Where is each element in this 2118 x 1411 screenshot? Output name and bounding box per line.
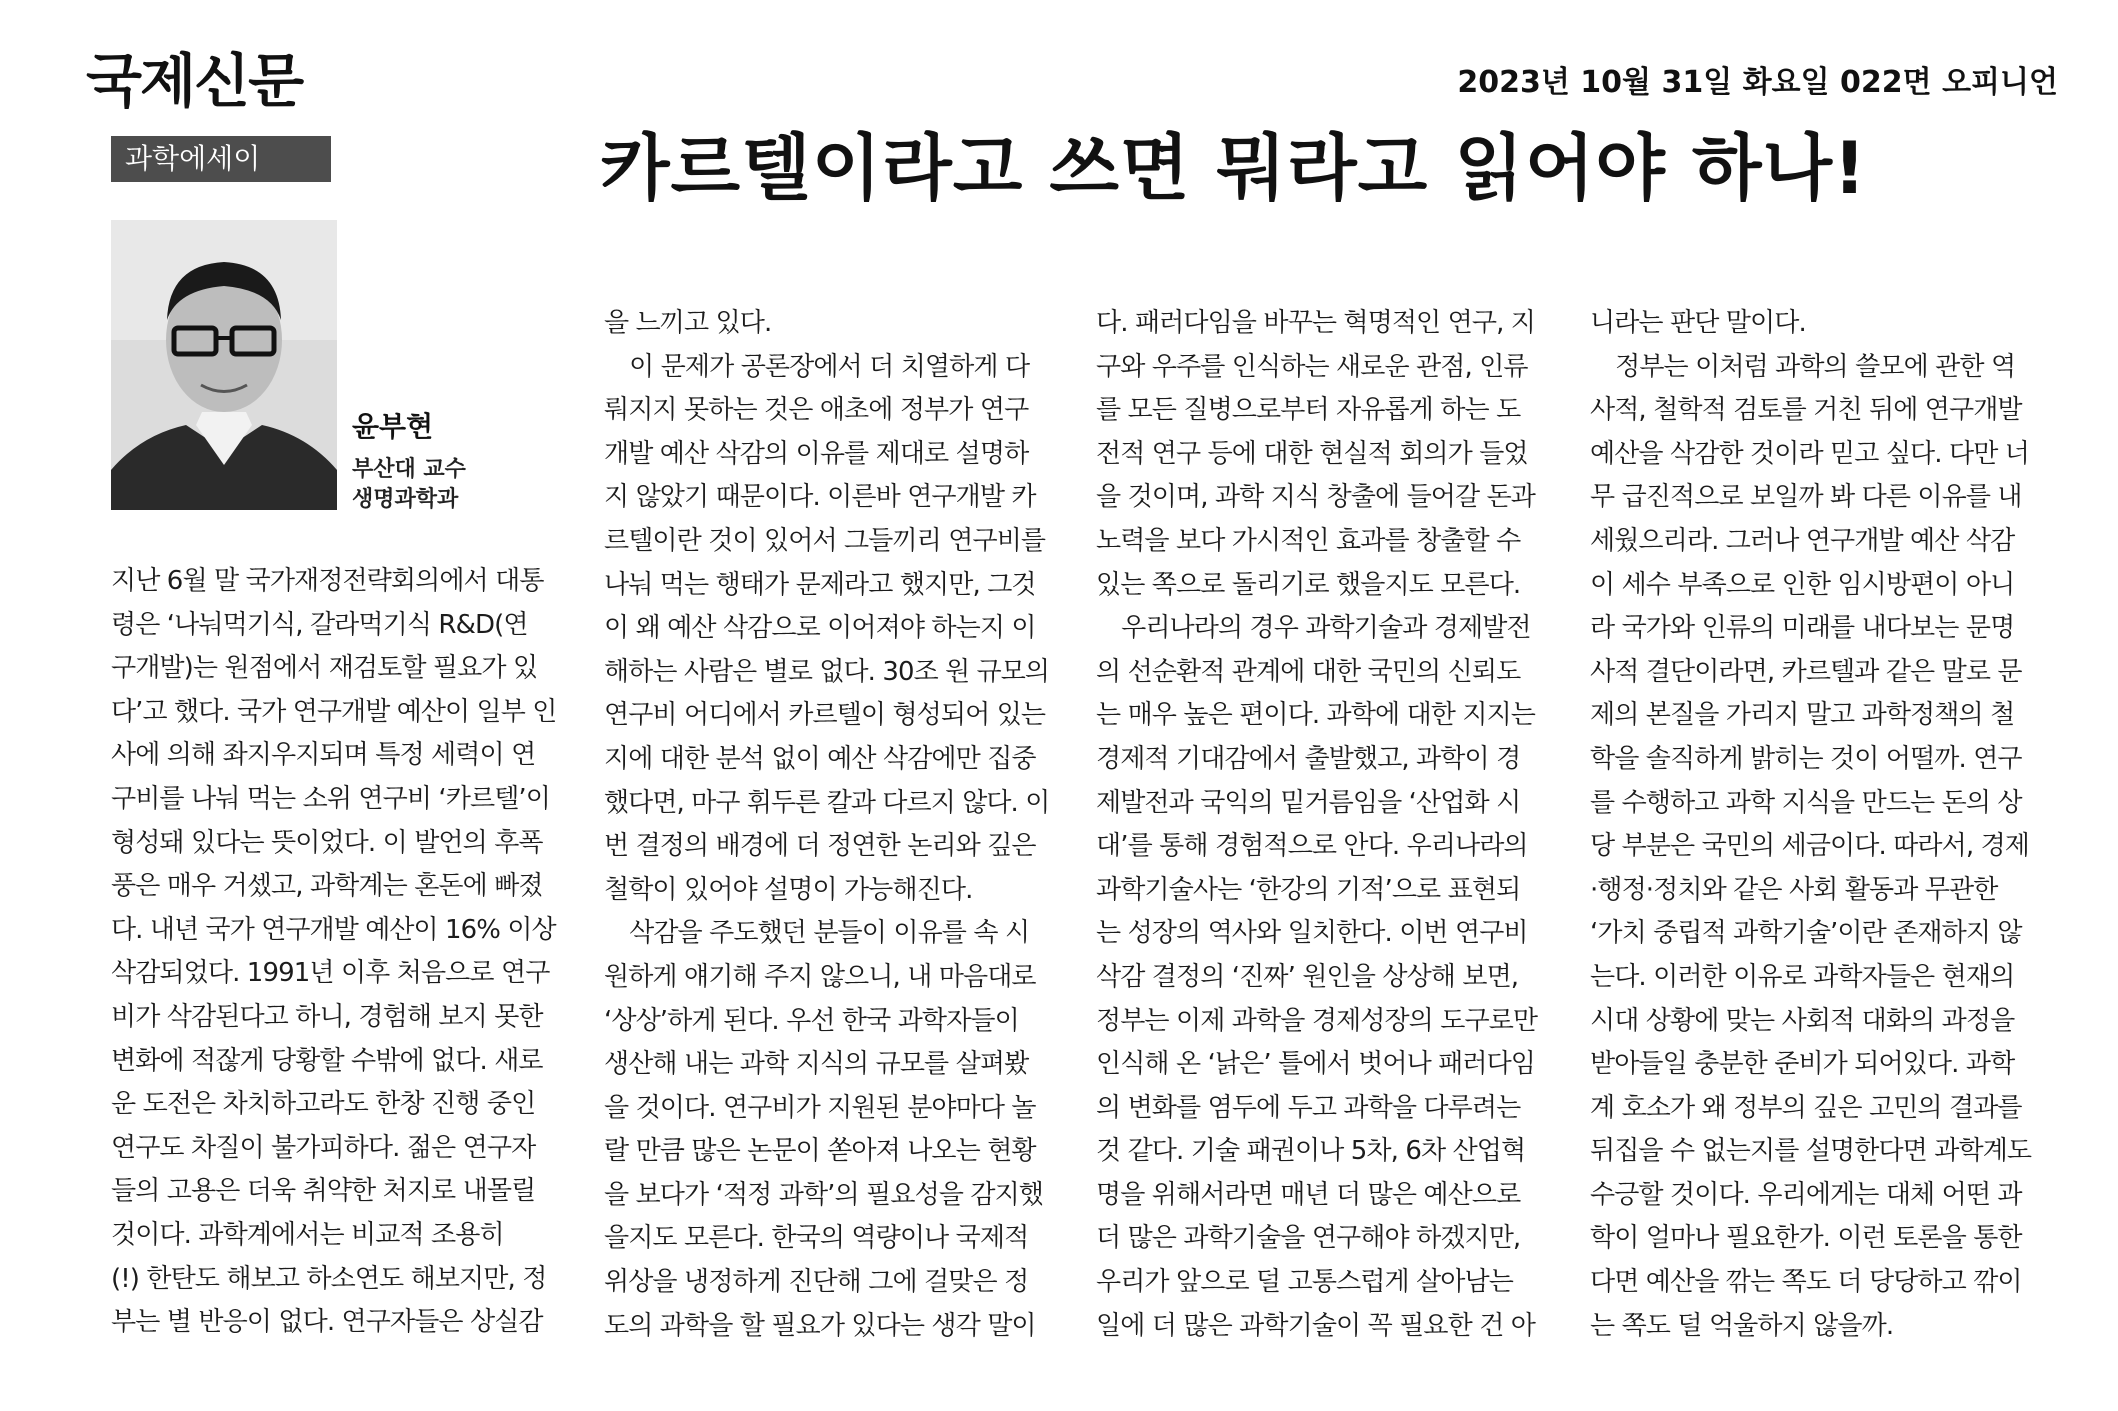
article-text-line: 풍은 매우 거셌고, 과학계는 혼돈에 빠졌	[111, 871, 543, 902]
article-text-line: 라 국가와 인류의 미래를 내다보는 문명	[1590, 613, 2015, 644]
article-text-line: 원하게 얘기해 주지 않으니, 내 마음대로	[604, 961, 1036, 992]
article-text-line: 뤄지지 못하는 것은 애초에 정부가 연구	[604, 395, 1029, 426]
article-text-line: 사적 결단이라면, 카르텔과 같은 말로 문	[1590, 656, 2022, 687]
article-text-line: 있는 쪽으로 돌리기로 했을지도 모른다.	[1096, 569, 1521, 600]
article-text-line: 나눠 먹는 행태가 문제라고 했지만, 그것	[604, 569, 1036, 600]
article-text-line: 당 부분은 국민의 세금이다. 따라서, 경제	[1590, 831, 2030, 862]
article-text-line: 인식해 온 ‘낡은’ 틀에서 벗어나 패러다임	[1096, 1049, 1536, 1080]
article-text-line: 대’를 통해 경험적으로 안다. 우리나라의	[1096, 831, 1528, 862]
article-text-line: 우리가 앞으로 덜 고통스럽게 살아남는	[1096, 1267, 1513, 1298]
article-text-line: 를 모든 질병으로부터 자유롭게 하는 도	[1096, 395, 1521, 426]
article-text-line: 정부는 이처럼 과학의 쓸모에 관한 역	[1590, 351, 2016, 382]
author-portrait-image	[111, 220, 337, 510]
article-text-line: 사적, 철학적 검토를 거친 뒤에 연구개발	[1590, 395, 2022, 426]
article-text-line: 세웠으리라. 그러나 연구개발 예산 삭감	[1590, 525, 2015, 556]
publication-dateline: 2023년 10월 31일 화요일 022면 오피니언	[1457, 65, 2058, 100]
article-column-3	[1096, 302, 1541, 1348]
article-text-line: 구비를 나눠 먹는 소위 연구비 ‘카르텔’이	[111, 783, 551, 814]
article-text-line: 는 성장의 역사와 일치한다. 이번 연구비	[1096, 918, 1528, 949]
article-text-line: 명을 위해서라면 매년 더 많은 예산으로	[1096, 1179, 1521, 1210]
article-text-line: ‘상상’하게 된다. 우선 한국 과학자들이	[604, 1005, 1019, 1036]
article-text-line: 했다면, 마구 휘두른 칼과 다르지 않다. 이	[604, 787, 1050, 818]
article-text-line: 을 것이다. 연구비가 지원된 분야마다 놀	[604, 1092, 1036, 1123]
article-text-line: 정부는 이제 과학을 경제성장의 도구로만	[1096, 1005, 1538, 1036]
article-text-line: 제의 본질을 가리지 말고 과학정책의 철	[1590, 700, 2015, 731]
article-text-line: 무 급진적으로 보일까 봐 다른 이유를 내	[1590, 482, 2022, 513]
article-text-line: 위상을 냉정하게 진단해 그에 걸맞은 정	[604, 1267, 1029, 1298]
article-text-line: 을 느끼고 있다.	[604, 308, 772, 338]
article-text-line: 다’고 했다. 국가 연구개발 예산이 일부 인	[111, 696, 557, 727]
article-text-line: ·행정·정치와 같은 사회 활동과 무관한	[1590, 874, 1998, 905]
article-text-line: 노력을 보다 가시적인 효과를 창출할 수	[1096, 525, 1521, 556]
article-text-line: 계 호소가 왜 정부의 깊은 고민의 결과를	[1590, 1092, 2022, 1123]
article-text-line: 르텔이란 것이 있어서 그들끼리 연구비를	[604, 525, 1046, 556]
article-text-line: 더 많은 과학기술을 연구해야 하겠지만,	[1096, 1223, 1521, 1254]
article-text-line: 다. 패러다임을 바꾸는 혁명적인 연구, 지	[1096, 308, 1536, 338]
article-headline: 카르텔이라고 쓰면 뭐라고 읽어야 하나!	[600, 126, 1867, 210]
article-column-2	[604, 302, 1049, 1348]
section-label: 과학에세이	[111, 136, 331, 182]
article-text-line: 지에 대한 분석 없이 예산 삭감에만 집중	[604, 743, 1036, 774]
article-text-line: 제발전과 국익의 밑거름임을 ‘산업화 시	[1096, 787, 1521, 818]
article-text-line: 을 보다가 ‘적정 과학’의 필요성을 감지했	[604, 1179, 1044, 1210]
article-text-line: 다. 내년 국가 연구개발 예산이 16% 이상	[111, 914, 556, 945]
article-text-line: 는 매우 높은 편이다. 과학에 대한 지지는	[1096, 700, 1536, 731]
article-text-line: 구개발)는 원점에서 재검토할 필요가 있	[111, 653, 538, 684]
article-text-line: 운 도전은 차치하고라도 한창 진행 중인	[111, 1089, 536, 1120]
article-text-line: 는 쪽도 덜 억울하지 않을까.	[1590, 1310, 1894, 1341]
article-text-line: 삭감되었다. 1991년 이후 처음으로 연구	[111, 958, 550, 989]
article-column-4	[1590, 302, 2035, 1348]
author-photo	[111, 220, 337, 510]
article-text-line: 니라는 판단 말이다.	[1590, 308, 1806, 338]
article-text-line: 이 왜 예산 삭감으로 이어져야 하는지 이	[604, 613, 1036, 644]
article-text-line: 랄 만큼 많은 논문이 쏟아져 나오는 현황	[604, 1136, 1036, 1167]
article-text-line: 이 세수 부족으로 인한 임시방편이 아니	[1590, 569, 2015, 600]
article-text-line: 형성돼 있다는 뜻이었다. 이 발언의 후폭	[111, 827, 543, 858]
article-text-line: 을지도 모른다. 한국의 역량이나 국제적	[604, 1223, 1029, 1254]
article-text-line: 전적 연구 등에 대한 현실적 회의가 들었	[1096, 438, 1528, 469]
article-text-line: 일에 더 많은 과학기술이 꼭 필요한 건 아	[1096, 1310, 1536, 1341]
article-text-line: 과학기술사는 ‘한강의 기적’으로 표현되	[1096, 874, 1521, 905]
article-text-line: 삭감 결정의 ‘진짜’ 원인을 상상해 보면,	[1096, 961, 1519, 992]
article-text-line: (!) 한탄도 해보고 하소연도 해보지만, 정	[111, 1263, 547, 1294]
article-text-line: 의 변화를 염두에 두고 과학을 다루려는	[1096, 1092, 1521, 1123]
author-byline	[352, 405, 466, 515]
article-text-line: 경제적 기대감에서 출발했고, 과학이 경	[1096, 743, 1521, 774]
article-text-line: 개발 예산 삭감의 이유를 제대로 설명하	[604, 438, 1029, 469]
article-text-line: 을 것이며, 과학 지식 창출에 들어갈 돈과	[1096, 482, 1536, 513]
article-text-line: 사에 의해 좌지우지되며 특정 세력이 연	[111, 740, 536, 771]
article-text-line: 다면 예산을 깎는 쪽도 더 당당하고 깎이	[1590, 1267, 2022, 1298]
article-text-line: 받아들일 충분한 준비가 되어있다. 과학	[1590, 1049, 2015, 1080]
article-text-line: 학을 솔직하게 밝히는 것이 어떨까. 연구	[1590, 743, 2022, 774]
article-text-line: 이 문제가 공론장에서 더 치열하게 다	[604, 351, 1030, 382]
article-text-line: ‘가치 중립적 과학기술’이란 존재하지 않	[1590, 918, 2022, 949]
article-text-line: 령은 ‘나눠먹기식, 갈라먹기식 R&D(연	[111, 609, 528, 640]
article-text-line: 시대 상황에 맞는 사회적 대화의 과정을	[1590, 1005, 2015, 1036]
article-text-line: 비가 삭감된다고 하니, 경험해 보지 못한	[111, 1001, 543, 1032]
article-text-line: 를 수행하고 과학 지식을 만드는 돈의 상	[1590, 787, 2022, 818]
article-text-line: 수긍할 것이다. 우리에게는 대체 어떤 과	[1590, 1179, 2022, 1210]
article-text-line: 는다. 이러한 이유로 과학자들은 현재의	[1590, 961, 2015, 992]
article-text-line: 번 결정의 배경에 더 정연한 논리와 깊은	[604, 831, 1036, 862]
article-text-line: 철학이 있어야 설명이 가능해진다.	[604, 874, 973, 905]
article-text-line: 삭감을 주도했던 분들이 이유를 속 시	[604, 918, 1030, 949]
article-text-line: 연구비 어디에서 카르텔이 형성되어 있는	[604, 700, 1046, 731]
article-text-line: 도의 과학을 할 필요가 있다는 생각 말이	[604, 1310, 1036, 1341]
article-text-line: 것 같다. 기술 패권이나 5차, 6차 산업혁	[1096, 1136, 1526, 1167]
article-text-line: 뒤집을 수 없는지를 설명한다면 과학계도	[1590, 1136, 2032, 1167]
article-text-line: 지난 6월 말 국가재정전략회의에서 대통	[111, 566, 544, 596]
article-text-line: 예산을 삭감한 것이라 믿고 싶다. 다만 너	[1590, 438, 2030, 469]
article-text-line: 생산해 내는 과학 지식의 규모를 살펴봤	[604, 1049, 1029, 1080]
author-name: 윤부현	[352, 410, 434, 443]
article-column-1	[111, 560, 556, 1345]
article-text-line: 우리나라의 경우 과학기술과 경제발전	[1096, 613, 1531, 644]
article-text-line: 연구도 차질이 불가피하다. 젊은 연구자	[111, 1132, 536, 1163]
author-affiliation: 부산대 교수	[352, 457, 466, 482]
article-text-line: 부는 별 반응이 없다. 연구자들은 상실감	[111, 1307, 543, 1338]
author-department: 생명과학과	[352, 487, 459, 512]
article-text-line: 구와 우주를 인식하는 새로운 관점, 인류	[1096, 351, 1528, 382]
article-text-line: 의 선순환적 관계에 대한 국민의 신뢰도	[1096, 656, 1521, 687]
article-text-line: 학이 얼마나 필요한가. 이런 토론을 통한	[1590, 1223, 2022, 1254]
article-text-line: 해하는 사람은 별로 없다. 30조 원 규모의	[604, 656, 1050, 687]
article-text-line: 들의 고용은 더욱 취약한 처지로 내몰릴	[111, 1176, 536, 1207]
article-text-line: 지 않았기 때문이다. 이른바 연구개발 카	[604, 482, 1036, 513]
article-text-line: 변화에 적잖게 당황할 수밖에 없다. 새로	[111, 1045, 543, 1076]
article-text-line: 것이다. 과학계에서는 비교적 조용히	[111, 1219, 504, 1250]
newspaper-masthead: 국제신문	[86, 47, 303, 115]
